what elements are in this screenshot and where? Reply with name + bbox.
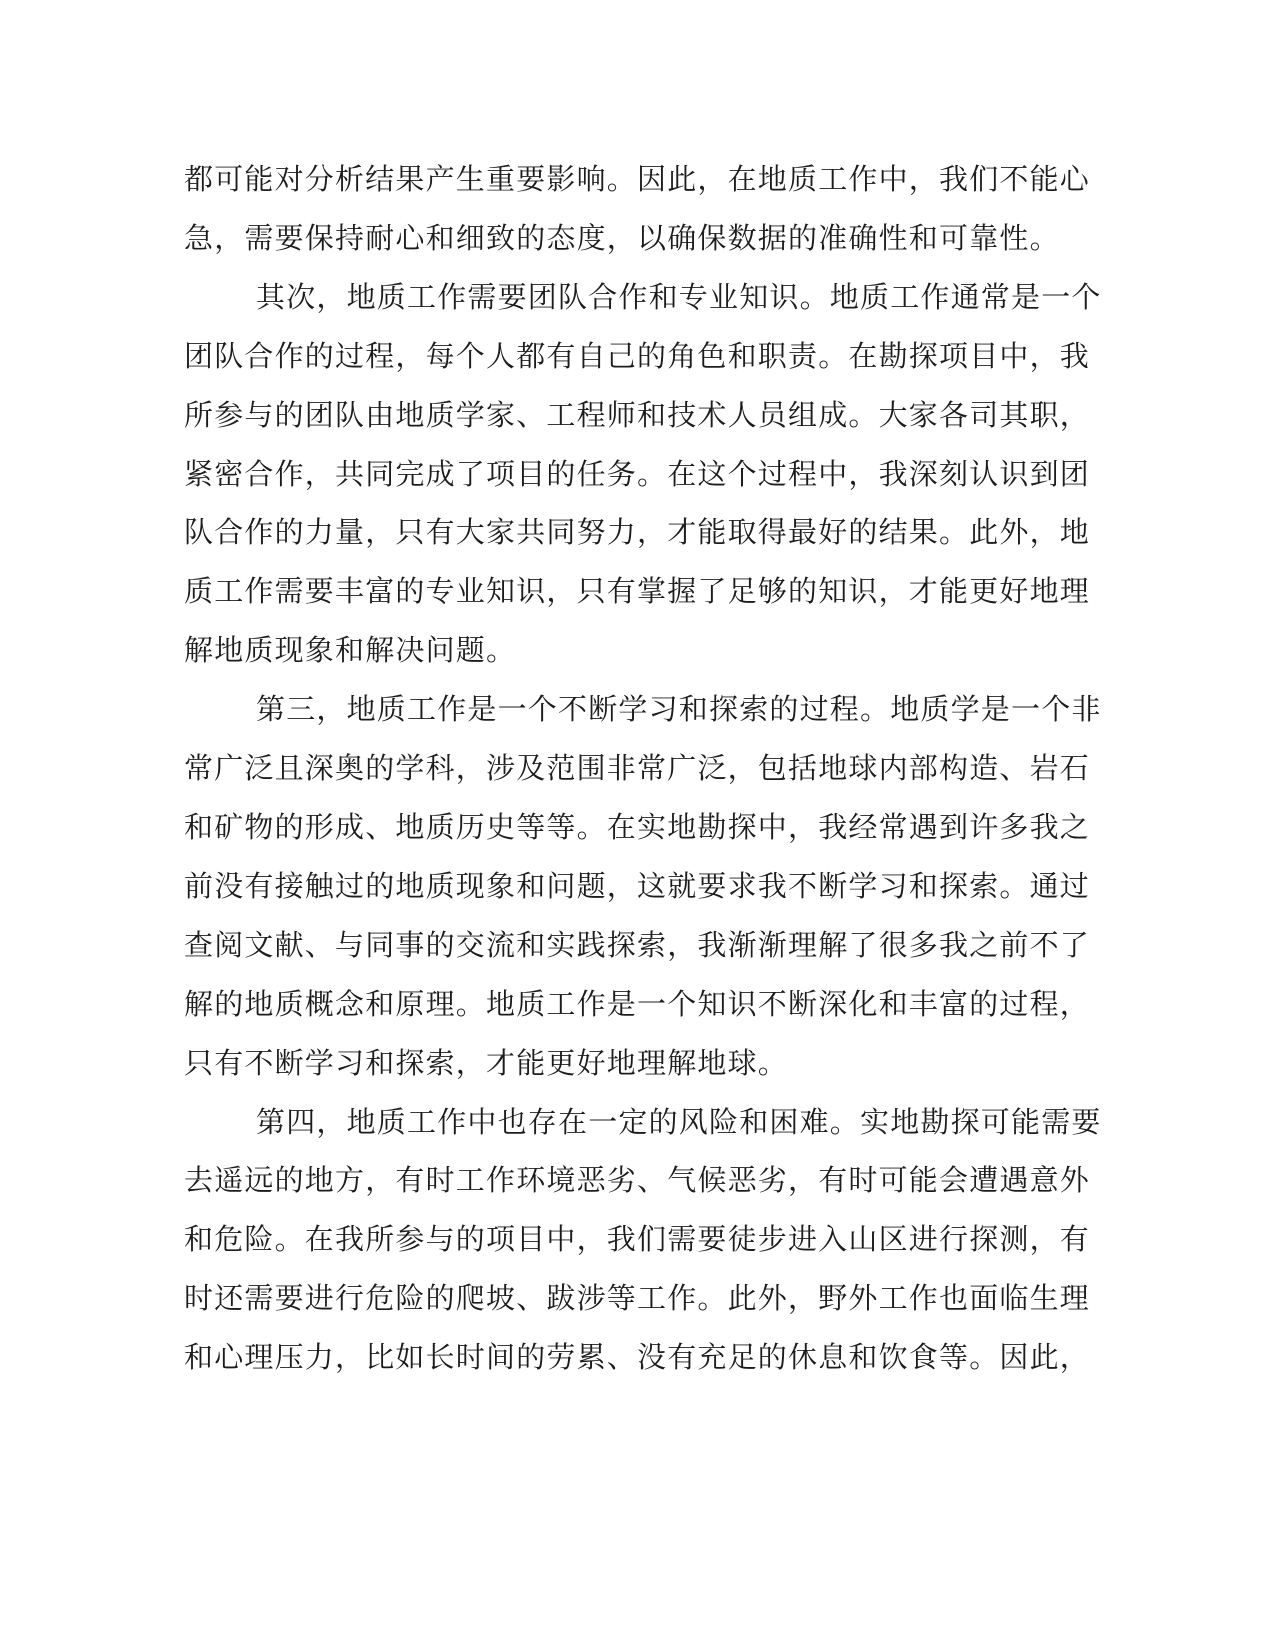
paragraph-line: 解的地质概念和原理。地质工作是一个知识不断深化和丰富的过程， bbox=[184, 986, 1091, 1021]
paragraph-line: 去遥远的地方，有时工作环境恶劣、气候恶劣，有时可能会遭遇意外 bbox=[184, 1163, 1091, 1198]
paragraph-4 bbox=[184, 1093, 1102, 1388]
paragraph-2 bbox=[184, 268, 1102, 680]
paragraph-line: 团队合作的过程，每个人都有自己的角色和职责。在勘探项目中，我 bbox=[184, 338, 1091, 373]
document-body bbox=[184, 150, 1102, 1387]
paragraph-line: 所参与的团队由地质学家、工程师和技术人员组成。大家各司其职， bbox=[184, 397, 1091, 432]
paragraph-line: 其次，地质工作需要团队合作和专业知识。地质工作通常是一个 bbox=[256, 279, 1102, 314]
paragraph-line: 第三，地质工作是一个不断学习和探索的过程。地质学是一个非 bbox=[256, 692, 1102, 727]
paragraph-line: 第四，地质工作中也存在一定的风险和困难。实地勘探可能需要 bbox=[256, 1104, 1102, 1139]
paragraph-3 bbox=[184, 680, 1102, 1092]
paragraph-line: 质工作需要丰富的专业知识，只有掌握了足够的知识，才能更好地理 bbox=[184, 574, 1091, 609]
paragraph-line: 紧密合作，共同完成了项目的任务。在这个过程中，我深刻认识到团 bbox=[184, 456, 1091, 491]
paragraph-line: 急，需要保持耐心和细致的态度，以确保数据的准确性和可靠性。 bbox=[184, 220, 1060, 255]
paragraph-line: 解地质现象和解决问题。 bbox=[184, 633, 517, 668]
paragraph-line: 队合作的力量，只有大家共同努力，才能取得最好的结果。此外，地 bbox=[184, 515, 1091, 550]
paragraph-line: 前没有接触过的地质现象和问题，这就要求我不断学习和探索。通过 bbox=[184, 868, 1091, 903]
paragraph-line: 和矿物的形成、地质历史等等。在实地勘探中，我经常遇到许多我之 bbox=[184, 809, 1091, 844]
paragraph-1 bbox=[184, 150, 1091, 268]
paragraph-line: 时还需要进行危险的爬坡、跋涉等工作。此外，野外工作也面临生理 bbox=[184, 1281, 1091, 1316]
paragraph-line: 查阅文献、与同事的交流和实践探索，我渐渐理解了很多我之前不了 bbox=[184, 927, 1091, 962]
paragraph-line: 和危险。在我所参与的项目中，我们需要徒步进入山区进行探测，有 bbox=[184, 1222, 1091, 1257]
paragraph-line: 都可能对分析结果产生重要影响。因此，在地质工作中，我们不能心 bbox=[184, 162, 1091, 196]
paragraph-line: 和心理压力，比如长时间的劳累、没有充足的休息和饮食等。因此， bbox=[184, 1340, 1091, 1375]
paragraph-line: 只有不断学习和探索，才能更好地理解地球。 bbox=[184, 1045, 789, 1080]
paragraph-line: 常广泛且深奥的学科，涉及范围非常广泛，包括地球内部构造、岩石 bbox=[184, 751, 1091, 786]
